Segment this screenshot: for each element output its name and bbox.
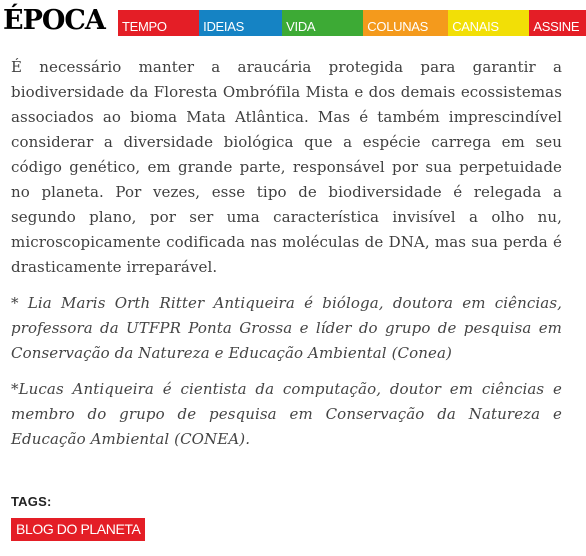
nav-tempo[interactable]: TEMPO [118, 10, 199, 36]
nav-ideias[interactable]: IDEIAS [199, 10, 282, 36]
nav-canais[interactable]: CANAIS [448, 10, 529, 36]
tag-blog-do-planeta[interactable]: BLOG DO PLANETA [11, 518, 145, 541]
author-note-lia: * Lia Maris Orth Ritter Antiqueira é bióloga, doutora em ciências, professora da UTFPR Ponta Grossa e líder do grupo de pesquisa em Conservação da Natureza e Educação Ambiental (Conea) [11, 294, 562, 362]
site-header [0, 0, 586, 40]
section-nav [118, 10, 586, 36]
nav-vida[interactable]: VIDA [282, 10, 363, 36]
tags-label: TAGS: [11, 494, 52, 509]
author-note-lucas: *Lucas Antiqueira é cientista da computação, doutor em ciências e membro do grupo de pesquisa em Conservação da Natureza e Educação Ambiental (CONEA). [11, 380, 562, 448]
article-paragraph: É necessário manter a araucária protegida para garantir a biodiversidade da Floresta Ombrófila Mista e dos demais ecossistemas associados ao bioma Mata Atlântica. Mas é também imprescindível considerar a diversidade biológica que a espécie carrega em seu código genético, em grande parte, responsável por sua perpetuidade no planeta. Por vezes, esse tipo de biodiversidade é relegada a segundo plano, por ser uma característica invisível a olho nu, microscopicamente codificada nas moléculas de DNA, mas sua perda é drasticamente irreparável. [11, 58, 562, 276]
nav-colunas[interactable]: COLUNAS [363, 10, 448, 36]
article-body [11, 55, 562, 463]
epoca-logo[interactable]: ÉPOCA [3, 5, 105, 36]
nav-assine[interactable]: ASSINE [529, 10, 586, 36]
